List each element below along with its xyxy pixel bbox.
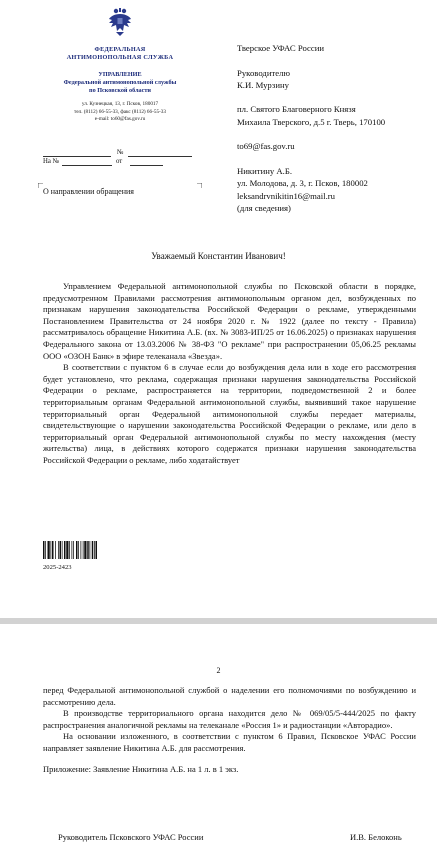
addressee-address: пл. Святого Благоверного Князя xyxy=(237,104,356,115)
body-paragraph: перед Федеральной антимонопольной службой о наделении его полномочиями по возбуждению и рассмотрению дела. xyxy=(43,685,416,707)
letter-page-2 xyxy=(0,624,437,845)
signer-name: И.В. Белоконь xyxy=(350,832,402,842)
addressee-title: Руководителю xyxy=(237,67,290,78)
body-paragraph: Управлением Федеральной антимонопольной службы по Псковской области в порядке, предусмотренном Правилами рассмотрения антимонопольным органом дел, возбужденных по признакам нарушения законодательства Российской Федерации о рекламе, утвержденными Постановлением Правительства от 24 ноября 2020 г. № 1922 (далее по тексту - Правила) рассматривалось обращение Никитина А.Б. (вх. № 3083-ИП/25 от 16.06.2025) о признаках нарушения Федерального закона от 13.03.2006 № 38-ФЗ "О рекламе" при распространении 05,06.25 рекламы ООО «ОЗОН Банк» в эфире телеканала «Звезда». xyxy=(43,281,416,361)
authority-line: ФЕДЕРАЛЬНАЯ xyxy=(94,46,146,53)
coat-of-arms-icon xyxy=(107,7,133,37)
body-paragraph: В соответствии с пунктом 6 в случае если до возбуждения дела или в ходе его рассмотрения будет установлено, что реклама, содержащая признаки нарушения законодательства Российской Федерации о рекламе, распространяется на территории, подведомственной 2 и более территориальным органам Федеральной антимонопольной службы, выявивший такое нарушение территориальный орган Федеральной антимонопольной службы передает материалы, свидетельствующие о нарушении законодательства Российской Федерации о рекламе, или дело в территориальный орган Федеральной антимонопольной службы по месту нахождения (месту жительства) лица, в действиях которого содержатся признаки нарушения законодательства Российской Федерации о рекламе, либо ходатайствует xyxy=(43,362,416,465)
registration-number: 2025-2423 xyxy=(43,564,72,571)
authority-name xyxy=(50,46,190,62)
addressee-email: to69@fas.gov.ru xyxy=(237,141,295,152)
ref-date-field xyxy=(130,157,163,166)
addressee-block xyxy=(237,42,432,214)
applicant-note: (для сведения) xyxy=(237,202,291,213)
address-line: тел. (8112) 66-55-33, факс (8112) 66-55-33 xyxy=(74,108,166,115)
addressee-name: К.И. Мурзину xyxy=(237,79,289,90)
signer-title: Руководитель Псковского УФАС России xyxy=(58,832,204,842)
body-paragraph: На основании изложенного, в соответствии с пунктом 6 Правил, Псковское УФАС России направляет заявление Никитина А.Б. для рассмотрения. xyxy=(43,731,416,753)
number-field xyxy=(128,148,192,157)
authority-line: АНТИМОНОПОЛЬНАЯ СЛУЖБА xyxy=(66,54,174,61)
letter-body-page-2 xyxy=(43,685,416,775)
applicant-name: Никитину А.Б. xyxy=(237,165,293,176)
department-line: УПРАВЛЕНИЕ xyxy=(98,71,142,78)
letter-subject: О направлении обращения xyxy=(43,187,134,196)
applicant-email: leksandrvnikitin16@mail.ru xyxy=(237,190,335,201)
ref-number-field xyxy=(62,157,112,166)
corner-mark xyxy=(197,183,202,188)
applicant-address: ул. Молодова, д. 3, г. Псков, 180002 xyxy=(237,178,368,189)
appendix-note: Приложение: Заявление Никитина А.Б. на 1 л. в 1 экз. xyxy=(43,763,239,774)
letter-body-page-1 xyxy=(43,281,416,467)
page-number: 2 xyxy=(216,666,221,675)
ref-number-label: На № xyxy=(43,158,60,165)
address-line: ул. Кузнецкая, 13, г. Псков, 180017 xyxy=(81,101,159,107)
department-name xyxy=(40,71,200,95)
addressee-address: Михаила Тверского, д.5 г. Тверь, 170100 xyxy=(237,116,386,127)
body-paragraph: В производстве территориального органа находится дело № 069/05/5-444/2025 по факту распространения аналогичной рекламы на телеканале «Россия 1» и радиостанции «Авторадио». xyxy=(43,708,416,730)
number-label: № xyxy=(117,149,124,156)
department-line: Федеральной антимонопольной службы xyxy=(63,79,177,86)
barcode xyxy=(43,541,118,559)
ref-date-label: от xyxy=(116,158,123,165)
department-line: по Псковской области xyxy=(89,87,151,94)
address-line: e-mail: to60@fas.gov.ru xyxy=(94,116,146,123)
date-field xyxy=(43,148,111,157)
addressee-org: Тверское УФАС России xyxy=(237,43,325,53)
department-address xyxy=(40,101,200,124)
salutation: Уважаемый Константин Иванович! xyxy=(151,251,286,261)
